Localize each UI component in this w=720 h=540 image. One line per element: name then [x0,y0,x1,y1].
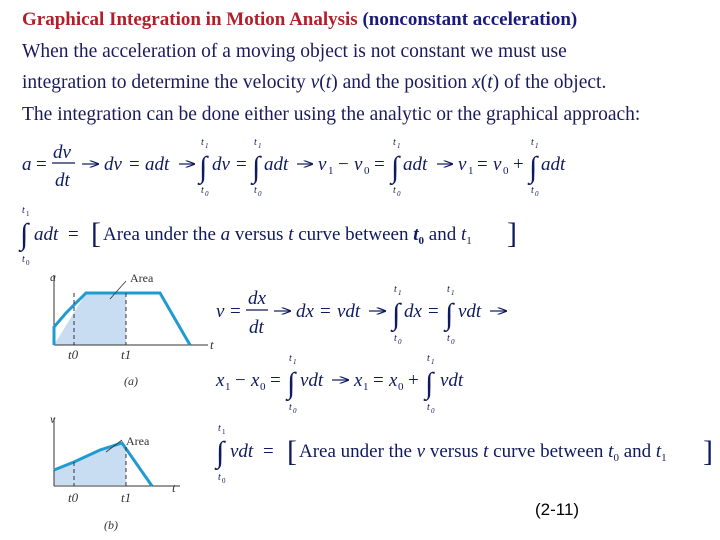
svg-text:t: t [447,284,450,295]
svg-text:t: t [447,333,450,344]
svg-text:x: x [389,370,398,391]
graph-b-area-label: Area [126,434,150,448]
svg-text:∫: ∫ [425,367,434,400]
accel-area-equation [18,205,517,267]
svg-text:t: t [393,137,396,148]
svg-text:+: + [408,370,419,391]
svg-text:t: t [22,205,25,216]
graph-b-t0: t0 [68,490,79,505]
svg-text:]: ] [703,435,713,468]
svg-text:Area under the a versus t cu: Area under the a versus t curve between $t_0$ and $t_1$ [103,224,472,247]
svg-text:0: 0 [293,407,297,415]
title-sub: (nonconstant acceleration) [362,9,578,30]
svg-text:0: 0 [222,477,226,485]
svg-text:=: = [263,441,274,462]
svg-text:=: = [373,370,384,391]
svg-text:dx: dx [404,301,422,322]
svg-text:]: ] [507,217,517,250]
svg-text:∫: ∫ [20,218,29,251]
svg-text:vdt: vdt [230,441,254,462]
svg-text:0: 0 [260,381,266,393]
svg-text:1: 1 [397,142,401,150]
svg-text:=: = [320,301,331,322]
svg-text:vdt: vdt [337,301,361,322]
pos-chain-equation [215,353,464,415]
graph-b [40,410,230,535]
graph-a [40,265,230,390]
svg-text:x: x [216,370,225,391]
svg-text:0: 0 [431,407,435,415]
graph-a-ylabel: a [50,270,56,284]
svg-text:dv: dv [212,154,230,175]
svg-text:∫: ∫ [392,298,401,331]
svg-text:1: 1 [468,165,474,177]
svg-text:adt: adt [403,154,428,175]
intro-line-1: When the acceleration of a moving object is not constant we must use [22,41,567,62]
graph-b-xlabel: t [172,480,176,495]
svg-text:t: t [22,254,25,265]
svg-text:=: = [230,301,241,322]
graph-a-xlabel: t [210,337,214,352]
svg-text:1: 1 [451,289,455,297]
svg-text:t: t [531,185,534,196]
svg-text:t: t [393,185,396,196]
graph-b-ylabel: v [50,412,56,426]
svg-text:v: v [318,154,327,175]
svg-text:t: t [218,472,221,483]
svg-text:0: 0 [26,259,30,267]
svg-text:1: 1 [258,142,262,150]
svg-text:t: t [427,353,430,364]
svg-text:t: t [394,284,397,295]
svg-text:0: 0 [451,338,455,346]
graph-b-t1: t1 [121,490,132,505]
svg-text:dt: dt [249,317,264,338]
svg-text:adt: adt [145,154,170,175]
svg-text:=: = [236,154,247,175]
svg-text:dt: dt [55,170,70,191]
svg-text:∫: ∫ [391,151,400,184]
svg-text:=: = [270,370,281,391]
svg-text:vdt: vdt [300,370,324,391]
vel-chain-equation [216,284,506,346]
svg-text:=: = [68,224,79,245]
svg-text:0: 0 [205,190,209,198]
svg-text:adt: adt [34,224,59,245]
graph-a-caption: (a) [124,374,138,388]
svg-text:=: = [374,154,385,175]
svg-text:1: 1 [293,358,297,366]
vel-area-equation [214,423,713,485]
svg-text:vdt: vdt [440,370,464,391]
graph-b-area [54,443,126,485]
svg-text:1: 1 [205,142,209,150]
svg-text:t: t [289,402,292,413]
svg-text:1: 1 [431,358,435,366]
svg-text:0: 0 [398,381,404,393]
svg-text:1: 1 [363,381,369,393]
svg-text:dx: dx [296,301,314,322]
svg-text:v: v [458,154,467,175]
svg-text:v: v [493,154,502,175]
svg-text:=: = [36,154,47,175]
svg-text:[: [ [91,217,101,250]
svg-text:vdt: vdt [458,301,482,322]
graph-a-t0: t0 [68,347,79,362]
svg-text:∫: ∫ [216,436,225,469]
svg-text:1: 1 [222,428,226,436]
svg-text:1: 1 [535,142,539,150]
svg-text:dv: dv [53,142,71,163]
svg-text:t: t [394,333,397,344]
svg-text:0: 0 [397,190,401,198]
svg-text:−: − [235,370,246,391]
graph-b-caption: (b) [104,518,118,532]
svg-text:x: x [354,370,363,391]
svg-text:1: 1 [26,210,30,218]
svg-text:0: 0 [398,338,402,346]
svg-text:1: 1 [225,381,231,393]
svg-text:dx: dx [248,288,266,309]
svg-text:0: 0 [535,190,539,198]
svg-text:t: t [254,137,257,148]
svg-text:∫: ∫ [445,298,454,331]
svg-text:t: t [218,423,221,434]
svg-text:−: − [338,154,349,175]
svg-text:a: a [22,154,32,175]
svg-text:∫: ∫ [287,367,296,400]
svg-text:[: [ [287,435,297,468]
svg-text:1: 1 [398,289,402,297]
svg-text:∫: ∫ [199,151,208,184]
intro-line-3: The integration can be done either using the analytic or the graphical approach: [22,104,641,125]
accel-chain-equation [22,137,566,198]
svg-text:1: 1 [328,165,334,177]
svg-text:=: = [428,301,439,322]
svg-text:∫: ∫ [252,151,261,184]
svg-text:=: = [129,154,140,175]
graph-a-t1: t1 [121,347,132,362]
slide-number: (2-11) [535,500,580,519]
svg-text:0: 0 [364,165,370,177]
svg-text:t: t [254,185,257,196]
svg-text:0: 0 [503,165,509,177]
svg-text:adt: adt [264,154,289,175]
svg-text:0: 0 [258,190,262,198]
svg-text:v: v [354,154,363,175]
title-main: Graphical Integration in Motion Analysis [22,9,358,30]
svg-text:+: + [513,154,524,175]
svg-text:adt: adt [541,154,566,175]
svg-text:x: x [251,370,260,391]
svg-text:Area under the v versus t cu: Area under the v versus t curve between $t_0$ and $t_1$ [299,441,667,464]
intro-line-2: integration to determine the velocity v(t) and the position x(t) of the object. [22,72,607,93]
svg-text:t: t [289,353,292,364]
svg-text:t: t [201,185,204,196]
svg-text:dv: dv [104,154,122,175]
svg-text:t: t [531,137,534,148]
svg-text:t: t [201,137,204,148]
graph-a-area [54,293,126,345]
svg-text:v: v [216,301,225,322]
svg-text:∫: ∫ [529,151,538,184]
graph-a-area-label: Area [130,271,154,285]
svg-text:t: t [427,402,430,413]
svg-text:=: = [477,154,488,175]
